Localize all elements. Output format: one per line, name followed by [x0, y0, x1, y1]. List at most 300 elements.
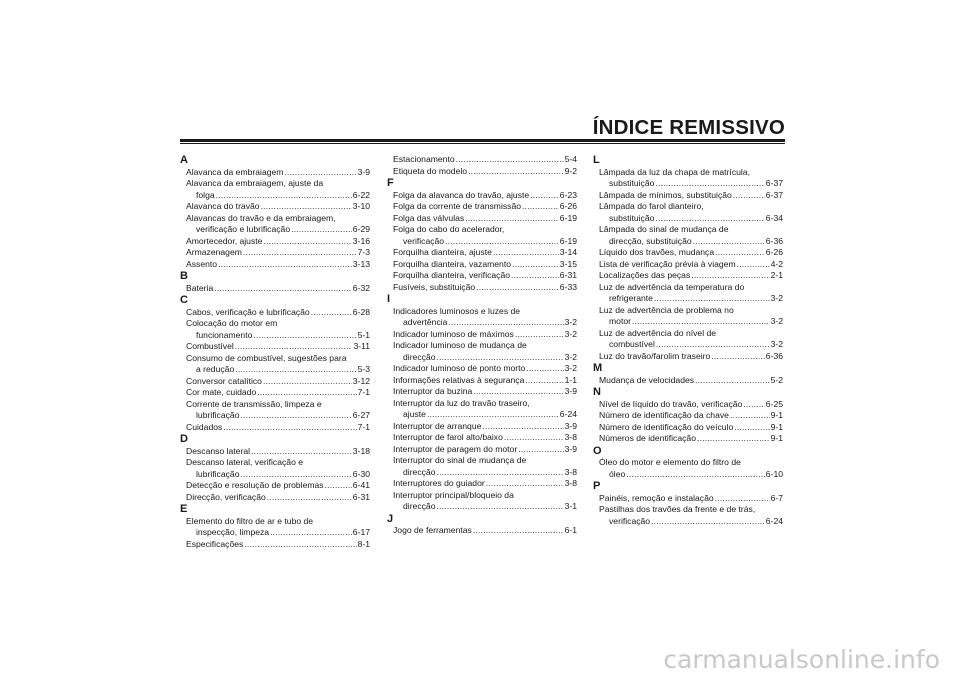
- dot-leader: [436, 467, 563, 479]
- entry-page-number: 6-32: [352, 282, 370, 293]
- index-entry[interactable]: [593, 259, 783, 271]
- entry-text: refrigerante: [609, 293, 653, 303]
- index-entry[interactable]: [593, 201, 783, 224]
- entry-page-number: 6-26: [559, 201, 577, 211]
- index-letter-heading: J: [387, 512, 394, 525]
- entry-text: Cor mate, cuidado: [186, 387, 257, 397]
- index-letter-heading: L: [593, 154, 600, 166]
- index-entry[interactable]: [593, 410, 783, 422]
- entry-page-number: 6-37: [765, 189, 783, 200]
- index-entry[interactable]: [387, 282, 577, 294]
- entry-page-number: 9-1: [770, 421, 783, 432]
- entry-text: Amortecedor, ajuste: [186, 235, 263, 246]
- entry-text: Indicador luminoso de máximos: [393, 328, 514, 339]
- dot-leader: [267, 492, 352, 504]
- entry-text: Lâmpada do sinal de mudança de: [599, 224, 729, 234]
- entry-text: direcção: [403, 466, 436, 477]
- entry-page-number: 3-2: [564, 317, 577, 327]
- index-entry[interactable]: [180, 236, 370, 248]
- entry-page-number: 6-37: [765, 178, 783, 188]
- entry-page-number: 6-36: [765, 235, 783, 246]
- entry-text: direcção: [403, 351, 436, 362]
- entry-text: Interruptor de arranque: [393, 420, 482, 431]
- entry-page-number: 3-8: [564, 478, 577, 488]
- index-entry[interactable]: [387, 432, 577, 444]
- entry-page-number: 6-22: [352, 189, 370, 200]
- entry-text: Etiqueta do modelo: [393, 165, 468, 176]
- entry-page-number: 6-27: [352, 410, 370, 420]
- entry-text: Alavancas do travão e da embraiagem,: [186, 212, 336, 223]
- dot-leader: [734, 422, 769, 434]
- entry-text: Luz de advertência de problema no: [599, 304, 734, 315]
- entry-page-number: 7-1: [357, 421, 370, 432]
- dot-leader: [655, 213, 764, 225]
- index-entry[interactable]: [387, 478, 577, 490]
- index-entry[interactable]: [593, 190, 783, 202]
- entry-text: Jogo de ferramentas: [393, 525, 472, 535]
- entry-page-number: 8-1: [357, 538, 370, 549]
- entry-text: lubrificação: [196, 468, 240, 479]
- entry-page-number: 6-41: [352, 480, 370, 490]
- index-entry[interactable]: [387, 421, 577, 433]
- dot-leader: [526, 363, 563, 375]
- entry-page-number: 6-24: [559, 409, 577, 419]
- entry-text: Descanso lateral, verificação e: [186, 457, 304, 467]
- entry-text: Colocação do motor em: [186, 318, 278, 328]
- index-entry[interactable]: [593, 282, 783, 305]
- entry-text: verificação: [403, 235, 445, 246]
- dot-leader: [693, 236, 765, 248]
- entry-page-number: 6-19: [559, 235, 577, 246]
- entry-page-number: 3-2: [564, 351, 577, 362]
- index-entry[interactable]: [387, 166, 577, 178]
- dot-leader: [465, 213, 559, 225]
- index-entry[interactable]: [387, 363, 577, 375]
- entry-text: Descanso lateral: [186, 445, 251, 456]
- entry-text: Assento: [186, 258, 218, 269]
- dot-leader: [270, 527, 352, 539]
- entry-text: Estacionamento: [393, 154, 455, 164]
- index-entry[interactable]: [387, 490, 577, 513]
- entry-text: Interruptor principal/bloqueio da: [393, 489, 514, 500]
- entry-page-number: 6-30: [352, 468, 370, 479]
- entry-text: verificação: [609, 515, 651, 526]
- entry-text: Folga da corrente de transmissão: [393, 201, 522, 211]
- index-entry[interactable]: [387, 398, 577, 421]
- dot-leader: [473, 386, 563, 398]
- entry-page-number: 3-16: [352, 235, 370, 246]
- entry-text: Número de identificação do veículo: [599, 421, 734, 432]
- dot-leader: [436, 352, 563, 364]
- dot-leader: [715, 493, 770, 505]
- index-letter-heading: A: [180, 154, 188, 166]
- index-letter-heading: M: [593, 362, 603, 374]
- index-entry[interactable]: [593, 399, 783, 411]
- entry-page-number: 9-2: [564, 165, 577, 176]
- index-entry[interactable]: [387, 525, 577, 537]
- entry-text: Combustível: [186, 341, 234, 351]
- entry-page-number: 3-1: [564, 501, 577, 511]
- index-entry[interactable]: [387, 444, 577, 456]
- entry-page-number: 6-24: [765, 515, 783, 526]
- index-entry[interactable]: [387, 201, 577, 213]
- dot-leader: [511, 270, 559, 282]
- index-entry[interactable]: [180, 457, 370, 480]
- entry-text: motor: [609, 316, 631, 326]
- dot-leader: [243, 247, 357, 259]
- entry-page-number: 6-25: [765, 398, 783, 409]
- index-entry[interactable]: [180, 213, 370, 236]
- entry-page-number: 7-1: [357, 387, 370, 397]
- entry-text: Mudança de velocidades: [599, 374, 695, 385]
- entry-page-number: 3-11: [353, 341, 370, 351]
- index-entry[interactable]: [387, 455, 577, 478]
- entry-page-number: 3-18: [352, 445, 370, 456]
- entry-page-number: 2-1: [770, 270, 783, 280]
- entry-text: Indicador luminoso de ponto morto: [393, 363, 526, 373]
- entry-text: Luz do travão/farolim traseiro: [599, 350, 711, 361]
- entry-text: Líquido dos travões, mudança: [599, 247, 715, 257]
- entry-page-number: 3-2: [770, 293, 783, 303]
- index-letter-heading: D: [180, 433, 188, 445]
- title-rule-thin: [180, 143, 785, 144]
- dot-leader: [468, 166, 564, 178]
- entry-text: advertência: [403, 317, 448, 327]
- dot-leader: [476, 282, 559, 294]
- entry-text: lubrificação: [196, 410, 240, 420]
- entry-text: Direcção, verificação: [186, 491, 266, 502]
- dot-leader: [486, 478, 564, 490]
- page-title: ÍNDICE REMISSIVO: [592, 116, 785, 139]
- dot-leader: [263, 236, 351, 248]
- entry-text: Localizações das peças: [599, 270, 691, 280]
- dot-leader: [522, 201, 559, 213]
- entry-page-number: 3-9: [564, 386, 577, 396]
- dot-leader: [223, 422, 356, 434]
- index-entry[interactable]: [593, 351, 783, 363]
- entry-page-number: 9-1: [770, 433, 783, 443]
- entry-text: Lâmpada de mínimos, substituição: [599, 189, 732, 200]
- entry-text: Lista de verificação prévia à viagem: [599, 258, 736, 269]
- dot-leader: [284, 167, 356, 179]
- entry-text: Alavanca do travão: [186, 201, 260, 211]
- entry-page-number: 6-1: [564, 525, 577, 535]
- entry-page-number: 6-28: [352, 306, 370, 317]
- index-entry[interactable]: [387, 270, 577, 282]
- entry-page-number: 6-34: [765, 212, 783, 223]
- dot-leader: [695, 375, 770, 387]
- index-entry[interactable]: [387, 329, 577, 341]
- index-entry[interactable]: [180, 259, 370, 271]
- entry-text: verificação e lubrificação: [196, 224, 291, 234]
- entry-page-number: 6-31: [559, 270, 577, 280]
- dot-leader: [632, 316, 770, 328]
- entry-page-number: 3-9: [357, 166, 370, 177]
- entry-page-number: 5-2: [770, 374, 783, 385]
- entry-text: Cuidados: [186, 421, 223, 432]
- dot-leader: [691, 270, 769, 282]
- dot-leader: [325, 480, 352, 492]
- index-entry[interactable]: [387, 259, 577, 271]
- entry-text: Números de identificação: [599, 433, 696, 443]
- index-letter-heading: P: [593, 480, 601, 492]
- entry-text: Forquilha dianteira, ajuste: [393, 247, 492, 257]
- index-entry[interactable]: [593, 270, 783, 282]
- entry-page-number: 3-13: [352, 258, 370, 269]
- entry-text: Interruptor de paragem do motor: [393, 443, 518, 454]
- dot-leader: [737, 259, 770, 271]
- entry-page-number: 3-8: [564, 432, 577, 442]
- dot-leader: [656, 339, 770, 351]
- entry-text: substituição: [609, 212, 655, 223]
- entry-page-number: 6-19: [559, 212, 577, 223]
- entry-text: Indicador luminoso de mudança de: [393, 340, 527, 350]
- dot-leader: [654, 293, 770, 305]
- entry-text: Interruptor da buzina: [393, 386, 473, 396]
- entry-page-number: 3-12: [352, 375, 370, 386]
- entry-page-number: 3-2: [770, 316, 783, 326]
- index-column-2: [387, 154, 577, 537]
- entry-text: Luz de advertência da temperatura do: [599, 281, 745, 292]
- index-entry[interactable]: [180, 446, 370, 458]
- entry-text: Indicadores luminosos e luzes de: [393, 305, 521, 316]
- index-entry[interactable]: [593, 305, 783, 328]
- entry-page-number: 6-31: [352, 491, 370, 502]
- dot-leader: [711, 351, 765, 363]
- dot-leader: [515, 329, 564, 341]
- index-entry[interactable]: [593, 433, 783, 445]
- entry-text: Número de identificação da chave: [599, 410, 729, 420]
- entry-text: Óleo do motor e elemento do filtro de: [599, 457, 741, 467]
- entry-page-number: 6-33: [559, 281, 577, 292]
- entry-text: Alavanca da embraiagem, ajuste da: [186, 178, 324, 188]
- index-entry[interactable]: [180, 318, 370, 341]
- entry-page-number: 6-26: [765, 247, 783, 257]
- entry-page-number: 4-2: [770, 258, 783, 269]
- entry-text: Alavanca da embraiagem: [186, 166, 284, 177]
- entry-text: inspecção, limpeza: [196, 527, 270, 537]
- index-entry[interactable]: [387, 213, 577, 225]
- dot-leader: [240, 469, 351, 481]
- entry-page-number: 3-8: [564, 466, 577, 477]
- entry-page-number: 9-1: [770, 410, 783, 420]
- entry-text: Informações relativas à segurança: [393, 374, 525, 385]
- entry-text: Cabos, verificação e lubrificação: [186, 306, 310, 317]
- index-entry[interactable]: [180, 353, 370, 376]
- entry-page-number: 3-2: [564, 328, 577, 339]
- entry-page-number: 5-3: [357, 364, 370, 374]
- index-entry[interactable]: [180, 539, 370, 551]
- index-entry[interactable]: [180, 283, 370, 295]
- dot-leader: [525, 375, 563, 387]
- index-entry[interactable]: [180, 422, 370, 434]
- entry-page-number: 6-17: [352, 527, 370, 537]
- index-entry[interactable]: [387, 386, 577, 398]
- entry-text: Luz de advertência do nível de: [599, 327, 717, 338]
- index-letter-heading: I: [387, 293, 391, 305]
- index-entry[interactable]: [387, 306, 577, 329]
- entry-page-number: 7-3: [357, 247, 370, 257]
- entry-page-number: 3-9: [564, 443, 577, 454]
- entry-text: Painéis, remoção e instalação: [599, 492, 714, 503]
- dot-leader: [253, 330, 356, 342]
- entry-page-number: 6-10: [765, 468, 783, 479]
- entry-text: Interruptor da luz do travão traseiro,: [393, 397, 530, 408]
- entry-page-number: 3-2: [564, 363, 577, 373]
- entry-text: Folga das válvulas: [393, 212, 465, 223]
- index-entry[interactable]: [180, 480, 370, 492]
- entry-text: Bateria: [186, 282, 214, 293]
- entry-text: ajuste: [403, 409, 426, 419]
- entry-text: funcionamento: [196, 329, 253, 340]
- index-entry[interactable]: [180, 178, 370, 201]
- dot-leader: [240, 410, 351, 422]
- entry-text: direcção: [403, 501, 436, 511]
- dot-leader: [436, 501, 563, 513]
- index-entry[interactable]: [593, 224, 783, 247]
- dot-leader: [216, 190, 352, 202]
- index-entry[interactable]: [593, 493, 783, 505]
- entry-text: Interruptores do guiador: [393, 478, 485, 488]
- dot-leader: [473, 525, 564, 537]
- index-entry[interactable]: [180, 167, 370, 179]
- index-entry[interactable]: [593, 167, 783, 190]
- entry-text: Elemento do filtro de ar e tubo de: [186, 515, 314, 526]
- entry-text: combustível: [609, 339, 655, 349]
- index-column-1: [180, 154, 370, 550]
- index-entry[interactable]: [387, 190, 577, 202]
- entry-text: Forquilha dianteira, vazamento: [393, 258, 511, 269]
- entry-page-number: 3-2: [770, 339, 783, 349]
- dot-leader: [626, 469, 765, 481]
- index-entry[interactable]: [387, 340, 577, 363]
- entry-page-number: 6-29: [352, 224, 370, 234]
- index-entry[interactable]: [180, 341, 370, 353]
- entry-text: Forquilha dianteira, verificação: [393, 270, 511, 280]
- index-entry[interactable]: [387, 154, 577, 166]
- index-entry[interactable]: [180, 247, 370, 259]
- index-letter-heading: C: [180, 294, 188, 306]
- entry-text: substituição: [609, 178, 655, 188]
- entry-text: Pastilhas dos travões da frente e de trás,: [599, 504, 756, 514]
- entry-page-number: 5-1: [357, 329, 370, 340]
- entry-page-number: 3-15: [559, 258, 577, 269]
- dot-leader: [311, 307, 352, 319]
- index-entry[interactable]: [180, 376, 370, 388]
- index-entry[interactable]: [180, 516, 370, 539]
- entry-text: Nível de líquido do travão, verificação: [599, 398, 743, 409]
- entry-page-number: 6-36: [765, 350, 783, 361]
- entry-text: Conversor catalítico: [186, 375, 262, 386]
- index-letter-heading: F: [387, 177, 394, 189]
- index-entry[interactable]: [387, 247, 577, 259]
- entry-text: direcção, substituição: [609, 235, 692, 246]
- dot-leader: [715, 247, 765, 259]
- dot-leader: [235, 364, 356, 376]
- entry-text: Especificações: [186, 538, 244, 549]
- entry-text: Lâmpada da luz da chapa de matrícula,: [599, 166, 750, 177]
- entry-text: Folga do cabo do acelerador,: [393, 224, 505, 234]
- entry-page-number: 1-1: [564, 374, 577, 385]
- dot-leader: [697, 433, 770, 445]
- index-entry[interactable]: [593, 328, 783, 351]
- entry-text: Interruptor de farol alto/baixo: [393, 432, 503, 442]
- entry-text: Interruptor do sinal de mudança de: [393, 455, 527, 465]
- index-entry[interactable]: [387, 375, 577, 387]
- dot-leader: [448, 317, 563, 329]
- index-entry[interactable]: [387, 224, 577, 247]
- index-column-3: [593, 154, 783, 527]
- dot-leader: [504, 432, 564, 444]
- title-rule-thick: [180, 139, 785, 142]
- dot-leader: [482, 421, 563, 433]
- entry-text: Fusíveis, substituição: [393, 281, 476, 292]
- entry-text: Folga da alavanca do travão, ajuste: [393, 189, 530, 200]
- dot-leader: [512, 259, 559, 271]
- dot-leader: [730, 410, 770, 422]
- entry-page-number: 6-23: [559, 189, 577, 200]
- dot-leader: [427, 409, 559, 421]
- dot-leader: [743, 399, 764, 411]
- entry-page-number: 3-10: [352, 201, 370, 211]
- dot-leader: [493, 247, 559, 259]
- entry-page-number: 5-4: [564, 154, 577, 164]
- dot-leader: [445, 236, 559, 248]
- entry-text: Consumo de combustível, sugestões para: [186, 352, 347, 363]
- dot-leader: [456, 154, 564, 166]
- index-letter-heading: O: [593, 444, 602, 457]
- index-letter-heading: N: [593, 386, 601, 398]
- index-entry[interactable]: [180, 387, 370, 399]
- entry-text: Detecção e resolução de problemas: [186, 480, 324, 490]
- entry-text: folga: [196, 189, 215, 200]
- index-entry[interactable]: [593, 457, 783, 480]
- dot-leader: [655, 178, 764, 190]
- index-entry[interactable]: [593, 247, 783, 259]
- dot-leader: [235, 341, 353, 353]
- index-entry[interactable]: [180, 307, 370, 319]
- dot-leader: [257, 387, 356, 399]
- entry-text: Armazenagem: [186, 247, 242, 257]
- entry-text: Lâmpada do farol dianteiro,: [599, 201, 704, 211]
- dot-leader: [518, 444, 563, 456]
- index-entry[interactable]: [593, 375, 783, 387]
- dot-leader: [251, 446, 352, 458]
- dot-leader: [263, 376, 352, 388]
- index-entry[interactable]: [180, 492, 370, 504]
- entry-text: a redução: [196, 364, 235, 374]
- dot-leader: [218, 259, 352, 271]
- entry-page-number: 3-14: [559, 247, 577, 257]
- dot-leader: [651, 516, 765, 528]
- dot-leader: [261, 201, 352, 213]
- index-entry[interactable]: [180, 201, 370, 213]
- index-entry[interactable]: [593, 504, 783, 527]
- dot-leader: [291, 224, 352, 236]
- index-entry[interactable]: [180, 399, 370, 422]
- dot-leader: [214, 283, 352, 295]
- index-entry[interactable]: [593, 422, 783, 434]
- entry-page-number: 6-7: [770, 492, 783, 503]
- entry-text: Corrente de transmissão, limpeza e: [186, 398, 322, 409]
- entry-text: óleo: [609, 468, 626, 479]
- watermark: carmanualsonline.info: [663, 645, 940, 674]
- entry-page-number: 3-9: [564, 420, 577, 431]
- index-letter-heading: B: [180, 270, 188, 282]
- dot-leader: [733, 190, 765, 202]
- dot-leader: [244, 539, 356, 551]
- index-letter-heading: E: [180, 503, 188, 515]
